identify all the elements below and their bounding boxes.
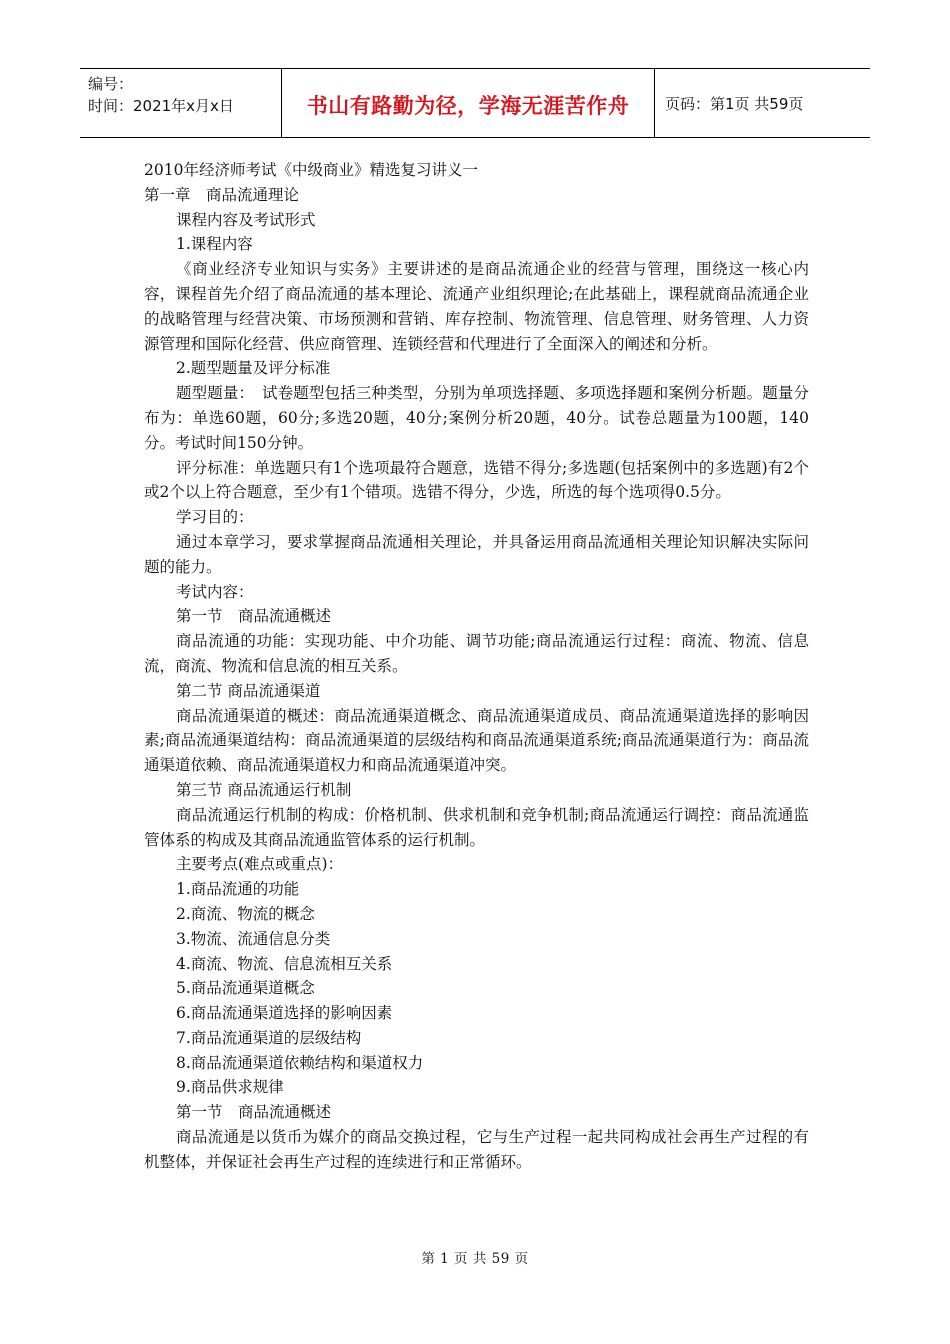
list-item: 1.商品流通的功能 — [176, 880, 300, 899]
section-heading: 第三节 商品流通运行机制 — [176, 780, 352, 799]
body-paragraph: 商品流通是以货币为媒介的商品交换过程，它与生产过程一起共同构成社会再生产过程的有机整体，并保证社会再生产过程的连续进行和正常循环。 — [144, 1128, 809, 1171]
body-paragraph: 通过本章学习，要求掌握商品流通相关理论，并具备运用商品流通相关理论知识解决实际问题的能力。 — [144, 532, 809, 576]
body-paragraph: 《商业经济专业知识与实务》主要讲述的是商品流通企业的经营与管理，围绕这一核心内容，课程首先介绍了商品流通的基本理论、流通产业组织理论;在此基础上，课程就商品流通企业的战略管理与经营决策、市场预测和营销、库存控制、物流管理、信息管理、财务管理、人力资源管理和国际化经营、供应商管理、连锁经营和代理进行了全面深入的阐述和分析。 — [144, 260, 809, 353]
document-body — [144, 158, 809, 1175]
section-heading: 课程内容及考试形式 — [176, 210, 316, 229]
list-item: 9.商品供求规律 — [176, 1078, 284, 1097]
document-title: 2010年经济师考试《中级商业》精选复习讲义一 — [144, 161, 478, 179]
list-item: 6.商品流通渠道选择的影响因素 — [176, 1004, 393, 1023]
section-heading: 主要考点(难点或重点)： — [176, 855, 344, 874]
time-label: 时间：2021年x月x日 — [88, 97, 234, 115]
section-heading: 考试内容： — [176, 582, 254, 601]
page-footer: 第 1 页 共 59 页 — [421, 1251, 529, 1267]
subsection-heading: 1.课程内容 — [176, 235, 253, 254]
list-item: 2.商流、物流的概念 — [176, 904, 315, 923]
section-heading: 第一节 商品流通概述 — [176, 1103, 332, 1122]
section-heading: 第一节 商品流通概述 — [176, 607, 332, 626]
header-info — [80, 69, 282, 137]
section-heading: 第二节 商品流通渠道 — [176, 681, 321, 700]
list-item: 8.商品流通渠道依赖结构和渠道权力 — [176, 1053, 424, 1072]
body-paragraph: 题型题量： 试卷题型包括三种类型，分别为单项选择题、多项选择题和案例分析题。题量分布为：单选60题，60分;多选20题，40分;案例分析20题，40分。试卷总题量为100题，140分。考试时间150分钟。 — [144, 384, 809, 452]
list-item: 3.物流、流通信息分类 — [176, 929, 331, 948]
list-item: 4.商流、物流、信息流相互关系 — [176, 954, 393, 973]
section-heading: 学习目的： — [176, 508, 254, 527]
header-motto: 书山有路勤为径，学海无涯苦作舟 — [282, 69, 655, 137]
body-paragraph: 评分标准：单选题只有1个选项最符合题意，选错不得分;多选题(包括案例中的多选题)有2个或2个以上符合题意，至少有1个错项。选错不得分，少选，所选的每个选项得0.5分。 — [144, 458, 809, 502]
list-item: 7.商品流通渠道的层级结构 — [176, 1028, 362, 1047]
list-item: 5.商品流通渠道概念 — [176, 979, 315, 998]
chapter-heading: 第一章 商品流通理论 — [144, 185, 300, 204]
document-header — [80, 68, 870, 138]
body-paragraph: 商品流通运行机制的构成：价格机制、供求机制和竞争机制;商品流通运行调控：商品流通监管体系的构成及其商品流通监管体系的运行机制。 — [144, 805, 809, 849]
body-paragraph: 商品流通渠道的概述：商品流通渠道概念、商品流通渠道成员、商品流通渠道选择的影响因素;商品流通渠道结构：商品流通渠道的层级结构和商品流通渠道系统;商品流通渠道行为：商品流通渠道依赖、商品流通渠道权力和商品流通渠道冲突。 — [144, 706, 809, 775]
subsection-heading: 2.题型题量及评分标准 — [176, 359, 331, 378]
number-label: 编号： — [88, 75, 134, 93]
header-page-info: 页码：第1页 共59页 — [665, 94, 804, 113]
body-paragraph: 商品流通的功能：实现功能、中介功能、调节功能;商品流通运行过程：商流、物流、信息流，商流、物流和信息流的相互关系。 — [144, 632, 809, 675]
